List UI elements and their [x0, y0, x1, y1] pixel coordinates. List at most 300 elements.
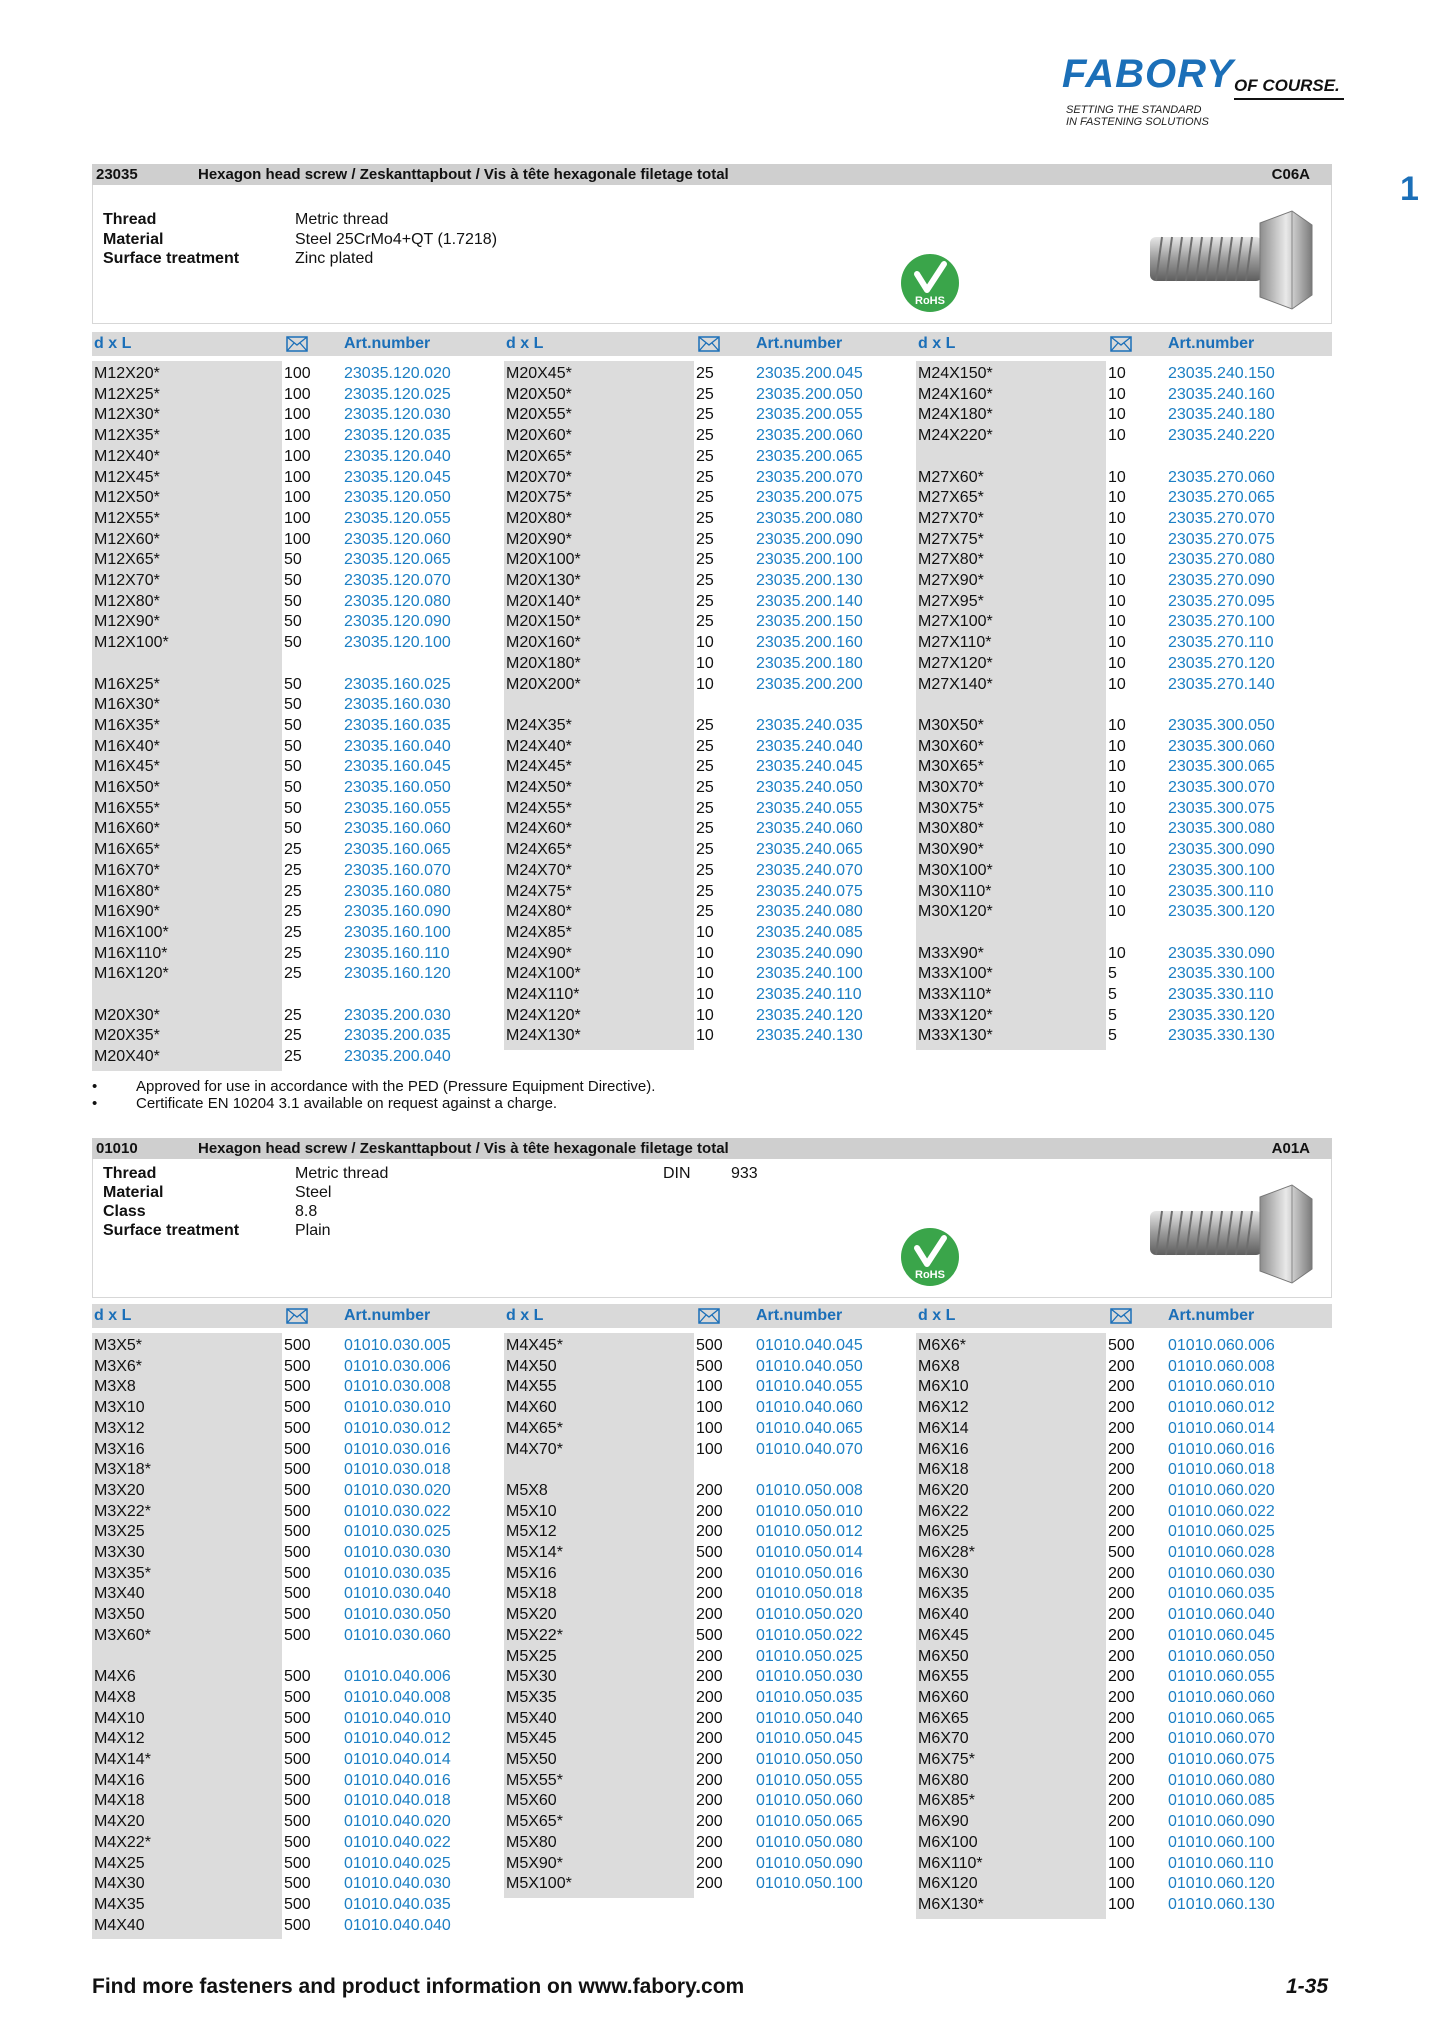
article-number: 23035.120.035	[344, 427, 451, 445]
article-number: 23035.120.090	[344, 613, 451, 631]
quantity-cell: 500	[284, 1668, 311, 1686]
size-cell: M33X110*	[918, 986, 992, 1003]
quantity-cell: 5	[1108, 1027, 1117, 1045]
quantity-cell: 200	[1108, 1647, 1135, 1665]
quantity-cell: 25	[284, 882, 302, 900]
quantity-cell: 200	[1108, 1626, 1135, 1644]
size-cell: M24X65*	[506, 841, 572, 859]
article-number: 01010.050.025	[756, 1647, 863, 1665]
article-number: 01010.030.050	[344, 1606, 451, 1624]
size-cell: M24X110*	[506, 986, 580, 1003]
quantity-cell: 25	[696, 592, 714, 610]
quantity-cell: 25	[696, 572, 714, 589]
size-cell: M12X65*	[94, 551, 160, 569]
quantity-cell: 200	[696, 1813, 723, 1831]
article-number: 23035.120.100	[344, 634, 451, 652]
article-number: 23035.200.200	[756, 675, 863, 693]
size-cell: M5X20	[506, 1606, 557, 1624]
quantity-cell: 500	[284, 1337, 311, 1354]
quantity-cell: 25	[696, 489, 714, 507]
article-number: 01010.030.035	[344, 1564, 451, 1582]
article-number: 01010.060.016	[1168, 1440, 1275, 1458]
size-cell: M5X18	[506, 1585, 557, 1603]
quantity-cell: 200	[696, 1647, 723, 1665]
brand-tagline-1: SETTING THE STANDARD	[1066, 104, 1202, 116]
quantity-cell: 10	[1108, 509, 1126, 527]
article-number: 23035.240.150	[1168, 365, 1275, 382]
size-cell: M5X30	[506, 1668, 557, 1686]
article-number: 01010.040.022	[344, 1833, 451, 1851]
catalog-code: A01A	[1271, 1140, 1310, 1157]
size-cell: M3X8	[94, 1378, 136, 1396]
package-quantity-icon	[1110, 336, 1132, 352]
quantity-cell: 200	[696, 1833, 723, 1851]
size-cell: M6X85*	[918, 1792, 975, 1810]
rohs-label: RoHS	[915, 295, 945, 307]
size-cell: M6X16	[918, 1440, 969, 1458]
size-cell: M4X10	[94, 1709, 145, 1727]
article-number: 23035.240.120	[756, 1006, 863, 1024]
article-number: 01010.030.025	[344, 1523, 451, 1541]
quantity-cell: 200	[696, 1771, 723, 1789]
article-number: 23035.200.040	[344, 1048, 451, 1066]
size-cell: M3X10	[94, 1399, 145, 1417]
quantity-cell: 100	[284, 447, 311, 465]
size-cell: M16X80*	[94, 882, 160, 900]
article-number: 23035.330.090	[1168, 944, 1275, 962]
size-cell: M16X65*	[94, 841, 160, 859]
product-table-23035	[92, 332, 1332, 1072]
quantity-cell: 10	[1108, 406, 1126, 424]
article-number: 23035.200.130	[756, 572, 863, 589]
size-cell: M12X70*	[94, 572, 160, 589]
size-cell: M20X55*	[506, 406, 572, 424]
article-number: 01010.030.008	[344, 1378, 451, 1396]
size-cell: M3X50	[94, 1606, 145, 1624]
brand-tagline	[1066, 104, 1209, 128]
article-number: 23035.120.055	[344, 509, 451, 527]
din-value: 933	[731, 1165, 758, 1182]
article-number: 23035.200.100	[756, 551, 863, 569]
article-number: 01010.030.060	[344, 1626, 451, 1644]
article-number: 01010.030.016	[344, 1440, 451, 1458]
article-number: 23035.200.150	[756, 613, 863, 631]
quantity-cell: 25	[284, 1006, 302, 1024]
size-cell: M6X130*	[918, 1895, 984, 1913]
size-cell: M12X55*	[94, 509, 160, 527]
quantity-cell: 25	[284, 903, 302, 921]
column-header-size: d x L	[918, 335, 956, 352]
article-number: 23035.300.065	[1168, 758, 1275, 776]
section-header	[92, 164, 1332, 185]
quantity-cell: 500	[284, 1378, 311, 1396]
article-number: 01010.050.010	[756, 1502, 863, 1520]
size-cell: M4X55	[506, 1378, 557, 1396]
size-cell: M3X22*	[94, 1502, 151, 1520]
article-number: 01010.060.008	[1168, 1357, 1275, 1375]
quantity-cell: 10	[1108, 530, 1126, 548]
spec-label: Surface treatment	[103, 1222, 240, 1239]
spec-label: Material	[103, 1184, 164, 1201]
quantity-cell: 50	[284, 675, 302, 693]
size-cell: M3X30	[94, 1544, 145, 1561]
size-cell: M3X5*	[94, 1337, 143, 1354]
size-cell: M6X60	[918, 1688, 969, 1706]
article-number: 01010.030.006	[344, 1357, 451, 1375]
size-cell: M5X45	[506, 1730, 557, 1748]
article-number: 01010.030.010	[344, 1399, 451, 1417]
size-cell: M5X10	[506, 1502, 557, 1520]
size-cell: M24X80*	[506, 903, 572, 921]
size-cell: M30X65*	[918, 758, 984, 776]
article-number: 23035.270.075	[1168, 530, 1275, 548]
article-number: 01010.040.055	[756, 1378, 863, 1396]
size-cell: M4X60	[506, 1399, 557, 1417]
spec-value: Plain	[295, 1222, 331, 1239]
quantity-cell: 500	[284, 1544, 311, 1561]
article-number: 01010.040.045	[756, 1337, 863, 1354]
quantity-cell: 10	[696, 986, 714, 1003]
size-cell: M24X130*	[506, 1027, 581, 1045]
article-number: 23035.200.055	[756, 406, 863, 424]
quantity-cell: 10	[1108, 385, 1126, 403]
column-header-art: Art.number	[1168, 1307, 1255, 1324]
product-code: 23035	[96, 166, 138, 183]
article-number: 01010.040.050	[756, 1357, 863, 1375]
quantity-cell: 25	[696, 779, 714, 796]
size-cell: M6X90	[918, 1813, 969, 1831]
article-number: 01010.060.014	[1168, 1419, 1275, 1437]
hex-bolt-image	[1142, 1179, 1317, 1289]
article-number: 23035.200.160	[756, 634, 863, 652]
quantity-cell: 200	[696, 1709, 723, 1727]
size-cell: M30X75*	[918, 799, 984, 817]
article-number: 23035.240.130	[756, 1027, 863, 1045]
size-cell: M6X22	[918, 1502, 969, 1520]
article-number: 23035.120.070	[344, 572, 451, 589]
size-cell: M30X90*	[918, 841, 984, 859]
size-cell: M4X35	[94, 1895, 145, 1913]
article-number: 23035.200.070	[756, 468, 863, 486]
article-number: 01010.050.030	[756, 1668, 863, 1686]
article-number: 23035.160.040	[344, 737, 451, 755]
article-number: 01010.060.006	[1168, 1337, 1275, 1354]
size-cell: M16X45*	[94, 758, 160, 776]
size-cell: M6X80	[918, 1771, 969, 1789]
size-cell: M33X100*	[918, 965, 993, 983]
quantity-cell: 500	[284, 1875, 311, 1893]
quantity-cell: 10	[1108, 468, 1126, 486]
article-number: 23035.160.035	[344, 716, 451, 734]
quantity-cell: 100	[284, 406, 311, 424]
quantity-cell: 10	[1108, 592, 1126, 610]
size-cell: M16X100*	[94, 923, 169, 941]
quantity-cell: 10	[696, 634, 714, 652]
article-number: 01010.060.100	[1168, 1833, 1275, 1851]
article-number: 01010.060.120	[1168, 1875, 1275, 1893]
article-number: 23035.200.180	[756, 654, 863, 672]
article-number: 01010.050.060	[756, 1792, 863, 1810]
quantity-cell: 500	[284, 1771, 311, 1789]
size-cell: M24X85*	[506, 923, 572, 941]
size-cell: M5X80	[506, 1833, 557, 1851]
quantity-cell: 500	[284, 1833, 311, 1851]
rohs-icon	[899, 1226, 961, 1288]
quantity-cell: 500	[284, 1813, 311, 1831]
quantity-cell: 50	[284, 716, 302, 734]
size-cell: M30X120*	[918, 903, 993, 921]
size-cell: M6X75*	[918, 1751, 975, 1768]
article-number: 23035.300.070	[1168, 779, 1275, 796]
quantity-cell: 25	[696, 447, 714, 465]
article-number: 01010.050.050	[756, 1751, 863, 1768]
size-cell: M6X65	[918, 1709, 969, 1727]
size-cell: M5X22*	[506, 1626, 563, 1644]
quantity-cell: 500	[284, 1481, 311, 1499]
quantity-cell: 200	[1108, 1357, 1135, 1375]
size-cell: M12X90*	[94, 613, 160, 631]
quantity-cell: 500	[284, 1606, 311, 1624]
article-number: 01010.050.090	[756, 1854, 863, 1872]
article-number: 01010.040.008	[344, 1688, 451, 1706]
size-cell: M20X30*	[94, 1006, 160, 1024]
article-number: 23035.240.060	[756, 820, 863, 838]
size-cell: M4X65*	[506, 1419, 563, 1437]
fabory-logo	[1062, 52, 1352, 132]
quantity-cell: 200	[696, 1792, 723, 1810]
article-number: 01010.040.060	[756, 1399, 863, 1417]
catalog-code: C06A	[1271, 166, 1310, 183]
article-number: 01010.060.090	[1168, 1813, 1275, 1831]
article-number: 23035.120.025	[344, 385, 451, 403]
article-number: 23035.240.180	[1168, 406, 1275, 424]
article-number: 01010.050.020	[756, 1606, 863, 1624]
article-number: 01010.030.020	[344, 1481, 451, 1499]
quantity-cell: 500	[284, 1792, 311, 1810]
article-number: 01010.050.014	[756, 1544, 863, 1561]
size-cell: M4X16	[94, 1771, 145, 1789]
quantity-cell: 200	[1108, 1606, 1135, 1624]
quantity-cell: 10	[1108, 882, 1126, 900]
brand-tagline-2: IN FASTENING SOLUTIONS	[1066, 116, 1209, 128]
article-number: 23035.160.045	[344, 758, 451, 776]
footer-text: Find more fasteners and product information on www.fabory.com	[92, 1975, 745, 1998]
article-number: 01010.060.010	[1168, 1378, 1275, 1396]
quantity-cell: 100	[1108, 1895, 1135, 1913]
article-number: 23035.270.100	[1168, 613, 1275, 631]
article-number: 23035.160.055	[344, 799, 451, 817]
quantity-cell: 500	[284, 1626, 311, 1644]
size-cell: M12X25*	[94, 385, 160, 403]
quantity-cell: 10	[1108, 427, 1126, 445]
size-cell: M24X55*	[506, 799, 572, 817]
size-cell: M4X8	[94, 1688, 136, 1706]
size-cell: M5X12	[506, 1523, 557, 1541]
column-header-size: d x L	[94, 335, 132, 352]
rohs-icon	[899, 252, 961, 314]
column-header-art: Art.number	[756, 1307, 843, 1324]
quantity-cell: 500	[284, 1461, 311, 1479]
article-number: 23035.200.080	[756, 509, 863, 527]
article-number: 01010.030.040	[344, 1585, 451, 1603]
size-cell: M3X40	[94, 1585, 145, 1603]
hex-bolt-image	[1142, 205, 1317, 315]
size-cell: M5X55*	[506, 1771, 563, 1789]
quantity-cell: 25	[696, 530, 714, 548]
product-section-23035	[92, 164, 1332, 324]
size-cell: M4X14*	[94, 1751, 151, 1768]
article-number: 01010.040.020	[344, 1813, 451, 1831]
size-cell: M16X60*	[94, 820, 160, 838]
quantity-cell: 100	[1108, 1875, 1135, 1893]
quantity-cell: 200	[1108, 1399, 1135, 1417]
article-number: 01010.060.080	[1168, 1771, 1275, 1789]
note-item: Approved for use in accordance with the PED (Pressure Equipment Directive).	[136, 1078, 656, 1095]
article-number: 01010.050.100	[756, 1875, 863, 1893]
size-cell: M27X70*	[918, 509, 984, 527]
size-cell: M4X70*	[506, 1440, 563, 1458]
size-cell: M27X90*	[918, 572, 984, 589]
quantity-cell: 10	[1108, 841, 1126, 859]
size-cell: M6X55	[918, 1668, 969, 1686]
quantity-cell: 500	[284, 1440, 311, 1458]
quantity-cell: 500	[284, 1751, 311, 1768]
quantity-cell: 25	[696, 468, 714, 486]
article-number: 23035.300.080	[1168, 820, 1275, 838]
size-cell: M27X65*	[918, 489, 984, 507]
spec-label: Material	[103, 231, 164, 248]
article-number: 01010.040.065	[756, 1419, 863, 1437]
article-number: 23035.300.060	[1168, 737, 1275, 755]
quantity-cell: 10	[696, 1027, 714, 1045]
quantity-cell: 200	[1108, 1502, 1135, 1520]
size-cell: M24X220*	[918, 427, 993, 445]
size-cell: M4X25	[94, 1854, 145, 1872]
spec-label: Class	[103, 1203, 146, 1220]
quantity-cell: 200	[1108, 1751, 1135, 1768]
quantity-cell: 200	[1108, 1813, 1135, 1831]
size-cell: M20X80*	[506, 509, 572, 527]
size-cell: M27X95*	[918, 592, 984, 610]
size-cell: M4X50	[506, 1357, 557, 1375]
quantity-cell: 25	[284, 1027, 302, 1045]
quantity-cell: 10	[1108, 551, 1126, 569]
quantity-cell: 200	[696, 1606, 723, 1624]
article-number: 23035.200.050	[756, 385, 863, 403]
article-number: 01010.050.018	[756, 1585, 863, 1603]
article-number: 23035.200.140	[756, 592, 863, 610]
article-number: 01010.060.035	[1168, 1585, 1275, 1603]
article-number: 23035.160.080	[344, 882, 451, 900]
quantity-cell: 500	[284, 1585, 311, 1603]
size-cell: M24X180*	[918, 406, 993, 424]
size-cell: M5X100*	[506, 1875, 572, 1893]
quantity-cell: 5	[1108, 986, 1117, 1003]
article-number: 01010.060.025	[1168, 1523, 1275, 1541]
size-cell: M6X18	[918, 1461, 969, 1479]
article-number: 01010.060.070	[1168, 1730, 1275, 1748]
size-cell: M27X80*	[918, 551, 984, 569]
size-cell: M16X50*	[94, 779, 160, 796]
column-header-size: d x L	[918, 1307, 956, 1324]
quantity-cell: 500	[284, 1502, 311, 1520]
size-cell: M20X70*	[506, 468, 572, 486]
quantity-cell: 100	[696, 1440, 723, 1458]
logo-underline	[1234, 98, 1344, 100]
chapter-number: 1	[1400, 170, 1419, 208]
article-number: 23035.270.120	[1168, 654, 1275, 672]
quantity-cell: 100	[284, 385, 311, 403]
quantity-cell: 25	[696, 861, 714, 879]
article-number: 01010.040.016	[344, 1771, 451, 1789]
size-cell: M6X70	[918, 1730, 969, 1748]
quantity-cell: 100	[284, 509, 311, 527]
quantity-cell: 200	[1108, 1461, 1135, 1479]
size-cell: M3X6*	[94, 1357, 143, 1375]
article-number: 01010.060.045	[1168, 1626, 1275, 1644]
quantity-cell: 200	[696, 1730, 723, 1748]
spec-value: Steel 25CrMo4+QT (1.7218)	[295, 231, 498, 248]
article-number: 23035.160.120	[344, 965, 451, 983]
quantity-cell: 25	[696, 820, 714, 838]
size-cell: M12X35*	[94, 427, 160, 445]
size-cell: M27X140*	[918, 675, 993, 693]
size-cell: M30X60*	[918, 737, 984, 755]
quantity-cell: 10	[1108, 654, 1126, 672]
quantity-cell: 25	[696, 882, 714, 900]
quantity-cell: 100	[284, 365, 311, 382]
size-cell: M20X75*	[506, 489, 572, 507]
article-number: 23035.160.100	[344, 923, 451, 941]
quantity-cell: 25	[284, 965, 302, 983]
article-number: 01010.050.045	[756, 1730, 863, 1748]
size-cell: M33X130*	[918, 1027, 993, 1045]
article-number: 01010.060.055	[1168, 1668, 1275, 1686]
article-number: 23035.240.220	[1168, 427, 1275, 445]
article-number: 01010.030.030	[344, 1544, 451, 1561]
article-number: 23035.160.060	[344, 820, 451, 838]
quantity-cell: 10	[1108, 613, 1126, 631]
quantity-cell: 50	[284, 696, 302, 714]
rohs-label: RoHS	[915, 1269, 945, 1281]
size-cell: M6X120	[918, 1875, 978, 1893]
quantity-cell: 100	[1108, 1854, 1135, 1872]
size-cell: M30X110*	[918, 882, 992, 900]
article-number: 23035.330.100	[1168, 965, 1275, 983]
quantity-cell: 10	[1108, 758, 1126, 776]
size-cell: M16X35*	[94, 716, 160, 734]
quantity-cell: 500	[696, 1626, 723, 1644]
quantity-cell: 200	[1108, 1378, 1135, 1396]
quantity-cell: 10	[1108, 489, 1126, 507]
size-cell: M6X20	[918, 1481, 969, 1499]
size-cell: M4X30	[94, 1875, 145, 1893]
size-cell: M5X25	[506, 1647, 557, 1665]
quantity-cell: 50	[284, 779, 302, 796]
size-cell: M24X120*	[506, 1006, 581, 1024]
article-number: 01010.060.012	[1168, 1399, 1275, 1417]
spec-label: Surface treatment	[103, 250, 240, 267]
article-number: 23035.270.060	[1168, 468, 1275, 486]
page-number: 1-35	[1286, 1975, 1329, 1998]
quantity-cell: 500	[284, 1564, 311, 1582]
quantity-cell: 10	[696, 1006, 714, 1024]
notes-list	[92, 1078, 992, 1118]
article-number: 01010.040.006	[344, 1668, 451, 1686]
size-cell: M3X60*	[94, 1626, 151, 1644]
quantity-cell: 100	[1108, 1833, 1135, 1851]
article-number: 23035.120.020	[344, 365, 451, 382]
